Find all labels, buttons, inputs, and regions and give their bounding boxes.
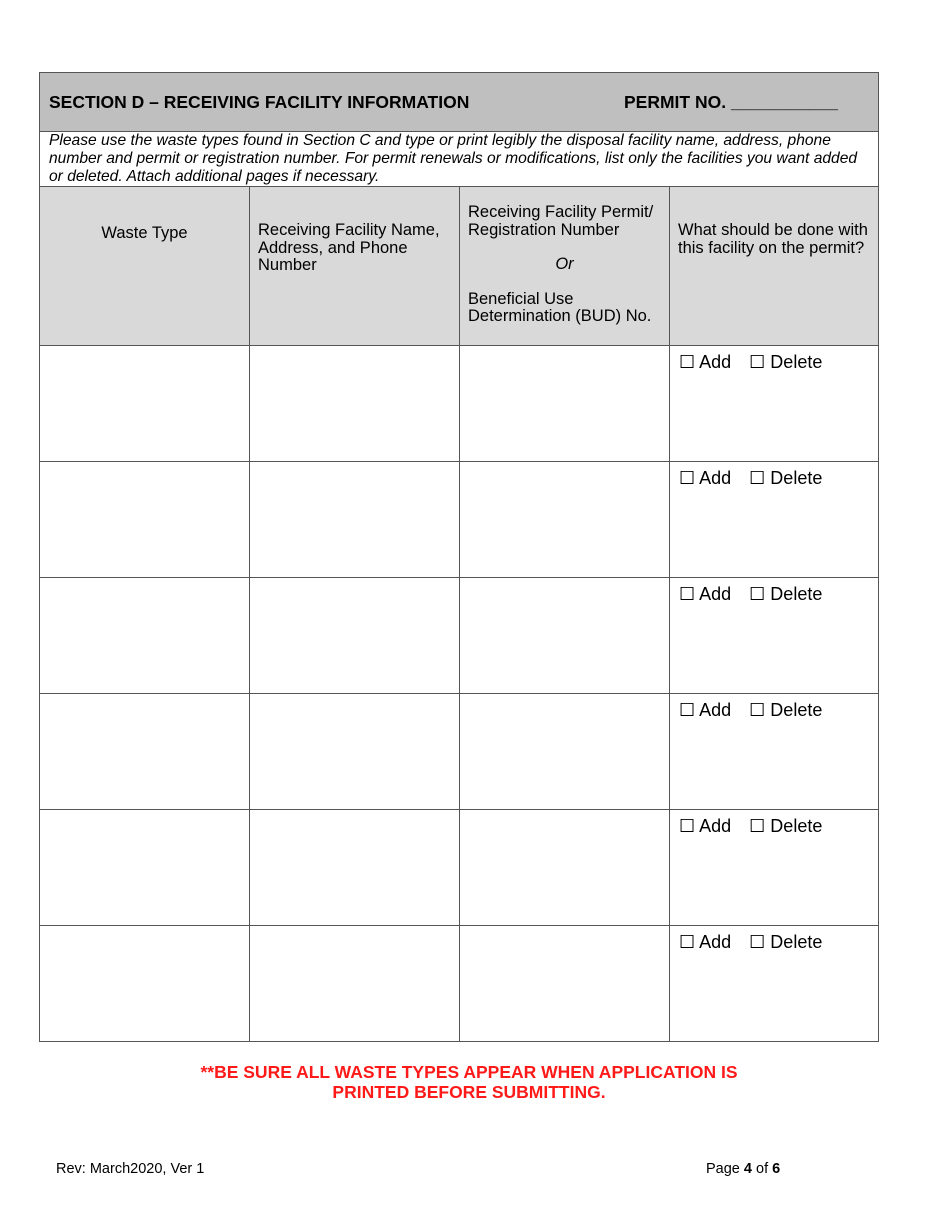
add-checkbox[interactable]: ☐ Add xyxy=(679,700,732,720)
permit-cell[interactable] xyxy=(460,462,670,578)
page-number xyxy=(706,1161,780,1177)
permit-cell[interactable] xyxy=(460,694,670,810)
bud-number-label: Beneficial Use Determination (BUD) No. xyxy=(468,289,652,325)
permit-cell[interactable] xyxy=(460,346,670,462)
delete-checkbox[interactable]: ☐ Delete xyxy=(749,584,823,604)
facility-name-label: Receiving Facility Name, Address, and Phone Number xyxy=(258,221,440,274)
permit-cell[interactable] xyxy=(460,926,670,1042)
facility-cell[interactable] xyxy=(250,578,460,694)
permit-registration-label: Receiving Facility Permit/ Registration Number xyxy=(468,203,654,239)
section-header xyxy=(40,73,879,132)
facility-cell[interactable] xyxy=(250,462,460,578)
or-label: Or xyxy=(555,255,574,273)
waste-type-cell[interactable] xyxy=(40,578,250,694)
section-title: SECTION D – RECEIVING FACILITY INFORMATION xyxy=(49,92,470,112)
facility-cell[interactable] xyxy=(250,926,460,1042)
table-row xyxy=(40,694,879,810)
page-word: Page xyxy=(706,1161,740,1177)
instructions: Please use the waste types found in Section C and type or print legibly the disposal facility name, address, phone number and permit or registration number. For permit renewals or modifications, list only the facilities you want added or deleted. Attach additional pages if necessary. xyxy=(40,132,879,187)
add-checkbox[interactable]: ☐ Add xyxy=(679,816,732,836)
delete-checkbox[interactable]: ☐ Delete xyxy=(749,468,823,488)
add-checkbox[interactable]: ☐ Add xyxy=(679,352,732,372)
action-cell xyxy=(670,694,879,810)
add-checkbox[interactable]: ☐ Add xyxy=(679,932,732,952)
page-current: 4 xyxy=(743,1161,752,1177)
permit-number-field[interactable]: PERMIT NO. ___________ xyxy=(624,92,839,112)
delete-checkbox[interactable]: ☐ Delete xyxy=(749,352,823,372)
waste-type-cell[interactable] xyxy=(40,346,250,462)
delete-checkbox[interactable]: ☐ Delete xyxy=(749,816,823,836)
action-cell xyxy=(670,810,879,926)
page-of: of xyxy=(756,1161,769,1177)
facility-cell[interactable] xyxy=(250,810,460,926)
table-row xyxy=(40,810,879,926)
add-checkbox[interactable]: ☐ Add xyxy=(679,584,732,604)
revision-label: Rev: March2020, Ver 1 xyxy=(56,1161,205,1177)
waste-type-cell[interactable] xyxy=(40,694,250,810)
page-total: 6 xyxy=(772,1161,781,1177)
column-header-waste-type xyxy=(40,187,250,346)
action-cell xyxy=(670,926,879,1042)
delete-checkbox[interactable]: ☐ Delete xyxy=(749,932,823,952)
action-cell xyxy=(670,462,879,578)
action-label: What should be done with this facility on the permit? xyxy=(678,221,868,257)
warning-line-2: PRINTED BEFORE SUBMITTING. xyxy=(332,1082,606,1102)
permit-cell[interactable] xyxy=(460,810,670,926)
permit-cell[interactable] xyxy=(460,578,670,694)
add-checkbox[interactable]: ☐ Add xyxy=(679,468,732,488)
action-cell xyxy=(670,346,879,462)
table-row xyxy=(40,926,879,1042)
waste-type-cell[interactable] xyxy=(40,810,250,926)
waste-type-label: Waste Type xyxy=(101,224,188,242)
column-header-action xyxy=(670,187,879,346)
table-row xyxy=(40,346,879,462)
column-header-permit xyxy=(460,187,670,346)
table-row xyxy=(40,462,879,578)
receiving-facility-table xyxy=(39,72,879,1042)
table-row xyxy=(40,578,879,694)
waste-type-cell[interactable] xyxy=(40,462,250,578)
column-header-facility xyxy=(250,187,460,346)
facility-cell[interactable] xyxy=(250,346,460,462)
warning-line-1: **BE SURE ALL WASTE TYPES APPEAR WHEN APPLICATION IS xyxy=(200,1062,738,1082)
action-cell xyxy=(670,578,879,694)
waste-type-cell[interactable] xyxy=(40,926,250,1042)
submission-warning xyxy=(0,1062,938,1102)
delete-checkbox[interactable]: ☐ Delete xyxy=(749,700,823,720)
facility-cell[interactable] xyxy=(250,694,460,810)
